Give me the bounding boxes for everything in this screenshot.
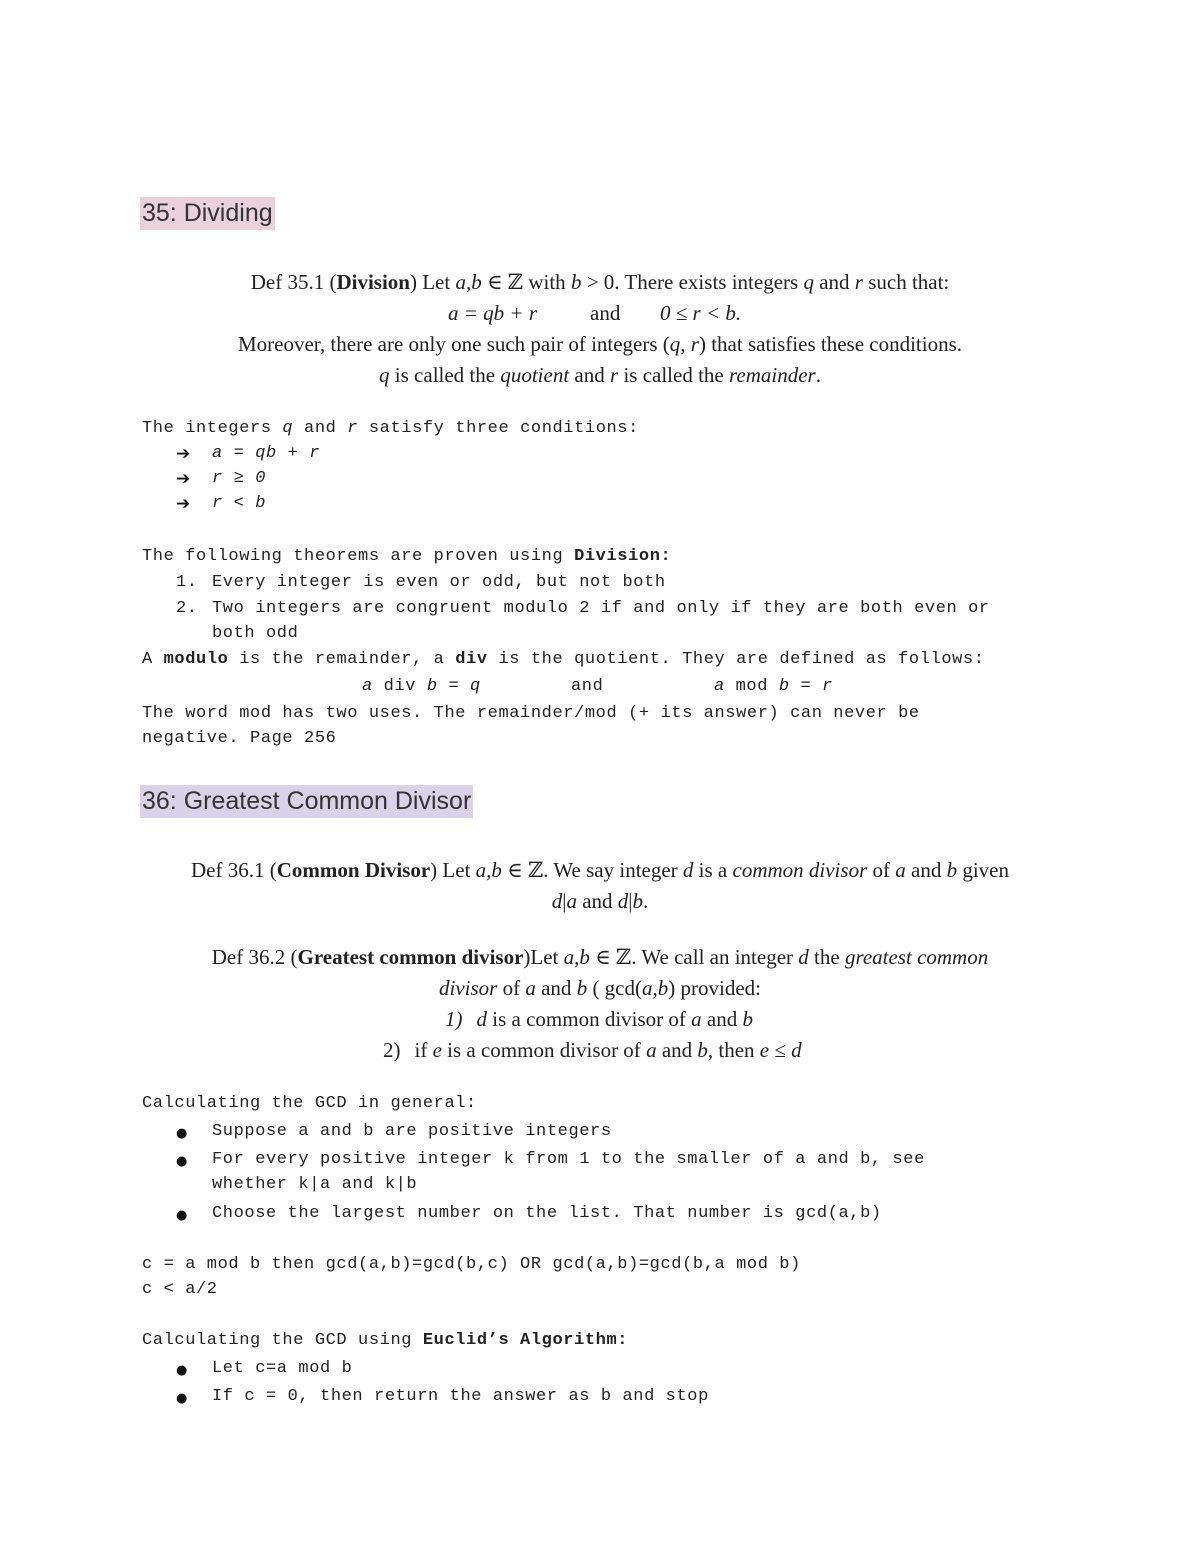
condition-item: ➔ a = qb + r (176, 444, 321, 464)
gcd-bound: c < a/2 (142, 1280, 218, 1299)
section-35-heading: 35: Dividing (140, 197, 275, 230)
calc-general-heading: Calculating the GCD in general: (142, 1094, 477, 1113)
arrow-icon: ➔ (176, 469, 191, 489)
def-36-2-line-1: Def 36.2 (Greatest common divisor)Let a,b ∈ ℤ. We call an integer d the greatest common (211, 945, 989, 969)
def-36-1-line-2: d|a and d|b. (551, 889, 649, 913)
bullet-icon: ● (176, 1363, 188, 1378)
mod-definition: a mod b = r (714, 677, 833, 696)
list-item: ● Let c=a mod b (176, 1359, 353, 1378)
def-35-1-and: and (590, 301, 621, 325)
def-36-2-line-2: divisor of a and b ( gcd(a,b) provided: (439, 976, 761, 1000)
list-item: ● Suppose a and b are positive integers (176, 1122, 612, 1141)
def-36-2-condition-1: 1) d is a common divisor of a and b (445, 1007, 753, 1031)
section-36-heading: 36: Greatest Common Divisor (140, 785, 473, 818)
bullet-icon: ● (176, 1126, 188, 1141)
arrow-icon: ➔ (176, 444, 191, 464)
def-35-1-line-1: Def 35.1 (Division) Let a,b ∈ ℤ with b > 0. There exists integers q and r such that: (250, 270, 950, 294)
theorem-item: 1. Every integer is even or odd, but not both (176, 573, 666, 592)
gcd-formula: c = a mod b then gcd(a,b)=gcd(b,c) OR gcd(a,b)=gcd(b,a mod b) (142, 1255, 801, 1274)
list-item-continued: whether k|a and k|b (212, 1175, 418, 1194)
list-item: ● Choose the largest number on the list. That number is gcd(a,b) (176, 1204, 882, 1223)
arrow-icon: ➔ (176, 494, 191, 514)
mod-note-line-1: The word mod has two uses. The remainder/mod (+ its answer) can never be (142, 704, 920, 723)
bullet-icon: ● (176, 1208, 188, 1223)
mod-note-line-2: negative. Page 256 (142, 729, 337, 748)
def-35-1-line-4: q is called the quotient and r is called the remainder. (379, 363, 821, 387)
modulo-definition-line: A modulo is the remainder, a div is the quotient. They are defined as follows: (142, 650, 985, 669)
conditions-intro: The integers q and r satisfy three conditions: (142, 419, 639, 438)
bullet-icon: ● (176, 1154, 188, 1169)
def-36-2-condition-2: 2) if e is a common divisor of a and b, then e ≤ d (383, 1038, 802, 1062)
condition-item: ➔ r ≥ 0 (176, 469, 267, 489)
condition-item: ➔ r < b (176, 494, 267, 514)
theorem-item-continued: both odd (212, 624, 299, 643)
div-definition: a div b = q (362, 677, 481, 696)
euclid-heading: Calculating the GCD using Euclid’s Algorithm: (142, 1331, 629, 1350)
defs-and: and (571, 677, 604, 696)
def-35-1-inequality: 0 ≤ r < b. (660, 301, 742, 325)
bullet-icon: ● (176, 1391, 188, 1406)
list-item: ● For every positive integer k from 1 to the smaller of a and b, see (176, 1150, 925, 1169)
theorem-item: 2. Two integers are congruent modulo 2 if and only if they are both even or (176, 599, 990, 618)
theorems-intro: The following theorems are proven using Division: (142, 547, 672, 566)
def-36-1-line-1: Def 36.1 (Common Divisor) Let a,b ∈ ℤ. We say integer d is a common divisor of a and b given (191, 858, 1009, 882)
def-35-1-line-3: Moreover, there are only one such pair of integers (q, r) that satisfies these conditions. (237, 332, 963, 356)
list-item: ● If c = 0, then return the answer as b and stop (176, 1387, 709, 1406)
def-35-1-equation: a = qb + r (448, 301, 538, 325)
